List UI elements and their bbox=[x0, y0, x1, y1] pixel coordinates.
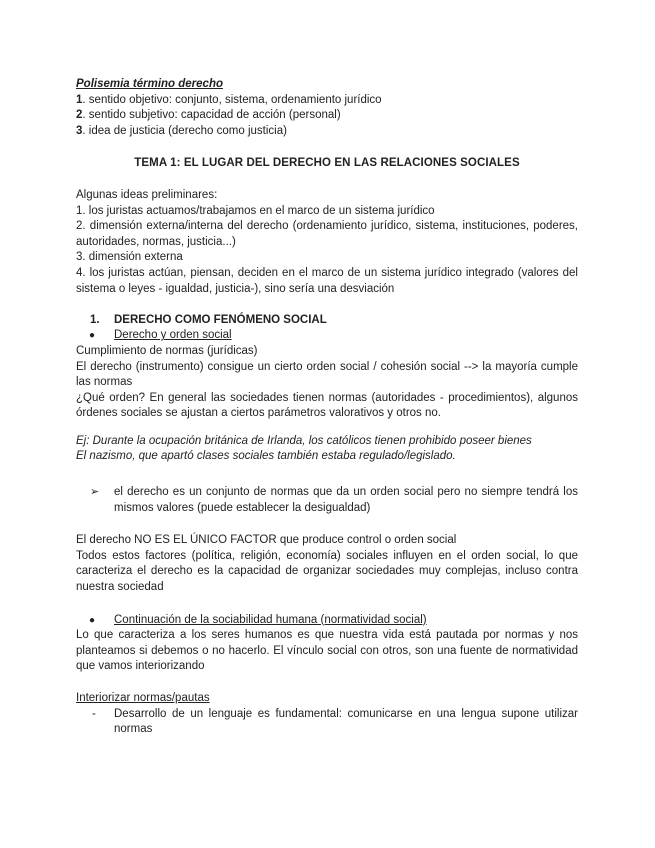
interiorizar-heading: Interiorizar normas/pautas bbox=[76, 692, 210, 704]
bullet-icon: ● bbox=[89, 614, 96, 626]
dash-bullet: - bbox=[92, 707, 96, 720]
arrow-list-item: ➢ el derecho es un conjunto de normas que da un orden social pero no siempre tendrá los mismos valores (puede establecer la desigualdad) bbox=[90, 486, 578, 514]
polisemia-item-3: 3. idea de justicia (derecho como justicia) bbox=[76, 124, 287, 137]
unico-factor-line: El derecho NO ES EL ÚNICO FACTOR que produce control o orden social bbox=[76, 534, 457, 547]
tema-title: TEMA 1: EL LUGAR DEL DERECHO EN LAS RELACIONES SOCIALES bbox=[134, 157, 520, 170]
dash-list-item: - Desarrollo de un lenguaje es fundamental: comunicarse en una lengua supone utilizar normas bbox=[92, 707, 578, 736]
que-orden-line: ¿Qué orden? En general las sociedades tienen normas (autoridades - procedimientos), algunos órdenes sociales se ajustan a ciertos parámetros valorativos y otros no. bbox=[76, 391, 578, 420]
arrow-icon: ➢ bbox=[90, 486, 100, 499]
bullet-derecho-orden-social: ● Derecho y orden social bbox=[76, 328, 578, 344]
polisemia-heading: Polisemia término derecho bbox=[76, 78, 223, 90]
bullet-icon: ● bbox=[89, 330, 96, 342]
polisemia-item-2: 2. sentido subjetivo: capacidad de acción (personal) bbox=[76, 109, 341, 122]
example-nazismo: El nazismo, que apartó clases sociales también estaba regulado/legislado. bbox=[76, 450, 456, 463]
factores-paragraph: Todos estos factores (política, religión, economía) sociales influyen en el orden social, lo que caracteriza el derecho es la capacidad de organizar sociedades muy complejas, incluso contra nuestra sociedad bbox=[76, 549, 578, 594]
bullet-sociabilidad: ● Continuación de la sociabilidad humana (normatividad social) bbox=[76, 613, 578, 629]
example-irlanda: Ej: Durante la ocupación británica de Irlanda, los católicos tienen prohibido poseer bienes bbox=[76, 434, 532, 447]
cumplimiento-line: Cumplimiento de normas (jurídicas) bbox=[76, 344, 258, 357]
preliminares-item-3: 3. dimensión externa bbox=[76, 251, 183, 264]
preliminares-intro: Algunas ideas preliminares: bbox=[76, 188, 218, 201]
preliminares-item-4: 4. los juristas actúan, piensan, deciden en el marco de un sistema jurídico integrado (valores del sistema o leyes - igualdad, justicia-), sino sería una desviación bbox=[76, 266, 578, 295]
preliminares-item-2: 2. dimensión externa/interna del derecho (ordenamiento jurídico, sistema, instituciones, poderes, autoridades, normas, justicia...) bbox=[76, 220, 578, 248]
document-page bbox=[76, 77, 578, 738]
section-1-heading: 1. DERECHO COMO FENÓMENO SOCIAL bbox=[90, 313, 327, 326]
sociabilidad-paragraph: Lo que caracteriza a los seres humanos es que nuestra vida está pautada por normas y nos planteamos si debemos o no hacerlo. El vínculo social con otros, son una fuente de normatividad que vamos interiorizando bbox=[76, 629, 578, 673]
preliminares-item-1: 1. los juristas actuamos/trabajamos en el marco de un sistema jurídico bbox=[76, 204, 435, 217]
orden-social-line: El derecho (instrumento) consigue un cierto orden social / cohesión social --> la mayoría cumple las normas bbox=[76, 360, 578, 389]
polisemia-item-1: 1. sentido objetivo: conjunto, sistema, ordenamiento jurídico bbox=[76, 93, 382, 106]
